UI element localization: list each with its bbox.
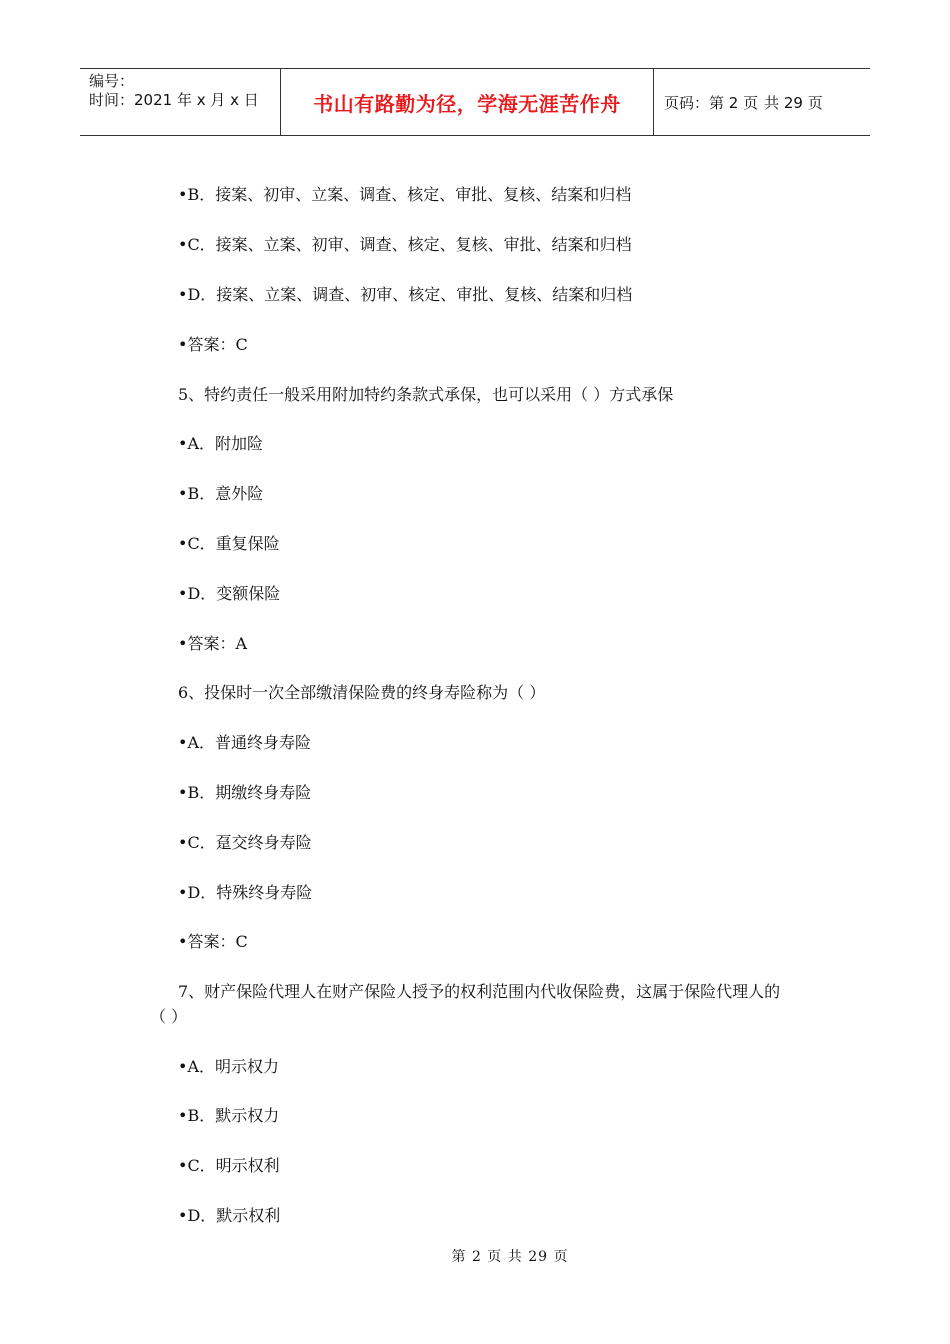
q5-option-c: •C．重复保险: [178, 534, 280, 553]
header-meta: [80, 69, 281, 135]
page-footer: 第 2 页 共 29 页: [451, 1249, 569, 1265]
q6-answer: •答案：C: [178, 932, 248, 951]
q4-option-b: •B．接案、初审、立案、调查、核定、审批、复核、结案和归档: [178, 185, 632, 204]
question-7-continuation: （ ）: [150, 1007, 188, 1026]
document-time: 时间：2021 年 x 月 x 日: [89, 91, 259, 109]
q7-option-a: •A．明示权力: [178, 1057, 279, 1076]
document-number-label: 编号：: [89, 72, 135, 90]
header-page-total: 共 29 页: [764, 93, 823, 112]
header-page-number: 页码：第 2 页: [664, 93, 759, 112]
q4-option-d: •D．接案、立案、调查、初审、核定、审批、复核、结案和归档: [178, 285, 633, 304]
q5-option-d: •D．变额保险: [178, 584, 281, 603]
q6-option-b: •B．期缴终身寿险: [178, 783, 312, 802]
q4-answer: •答案：C: [178, 335, 248, 354]
header-motto: 书山有路勤为径，学海无涯苦作舟: [281, 69, 654, 135]
q5-answer: •答案：A: [178, 634, 247, 653]
q7-option-d: •D．默示权利: [178, 1206, 281, 1225]
q6-option-a: •A．普通终身寿险: [178, 733, 311, 752]
q6-option-d: •D．特殊终身寿险: [178, 883, 313, 902]
q6-option-c: •C．趸交终身寿险: [178, 833, 312, 852]
q5-option-a: •A．附加险: [178, 434, 263, 453]
question-5: 5、特约责任一般采用附加特约条款式承保，也可以采用（ ）方式承保: [178, 385, 674, 404]
q7-option-c: •C．明示权利: [178, 1156, 280, 1175]
page-header: [80, 68, 870, 136]
q4-option-c: •C．接案、立案、初审、调查、核定、复核、审批、结案和归档: [178, 235, 632, 254]
header-page-info: [654, 69, 870, 135]
question-6: 6、投保时一次全部缴清保险费的终身寿险称为（ ）: [178, 683, 546, 702]
q5-option-b: •B．意外险: [178, 484, 264, 503]
question-7: 7、财产保险代理人在财产保险人授予的权利范围内代收保险费，这属于保险代理人的: [178, 982, 781, 1001]
q7-option-b: •B．默示权力: [178, 1106, 280, 1125]
